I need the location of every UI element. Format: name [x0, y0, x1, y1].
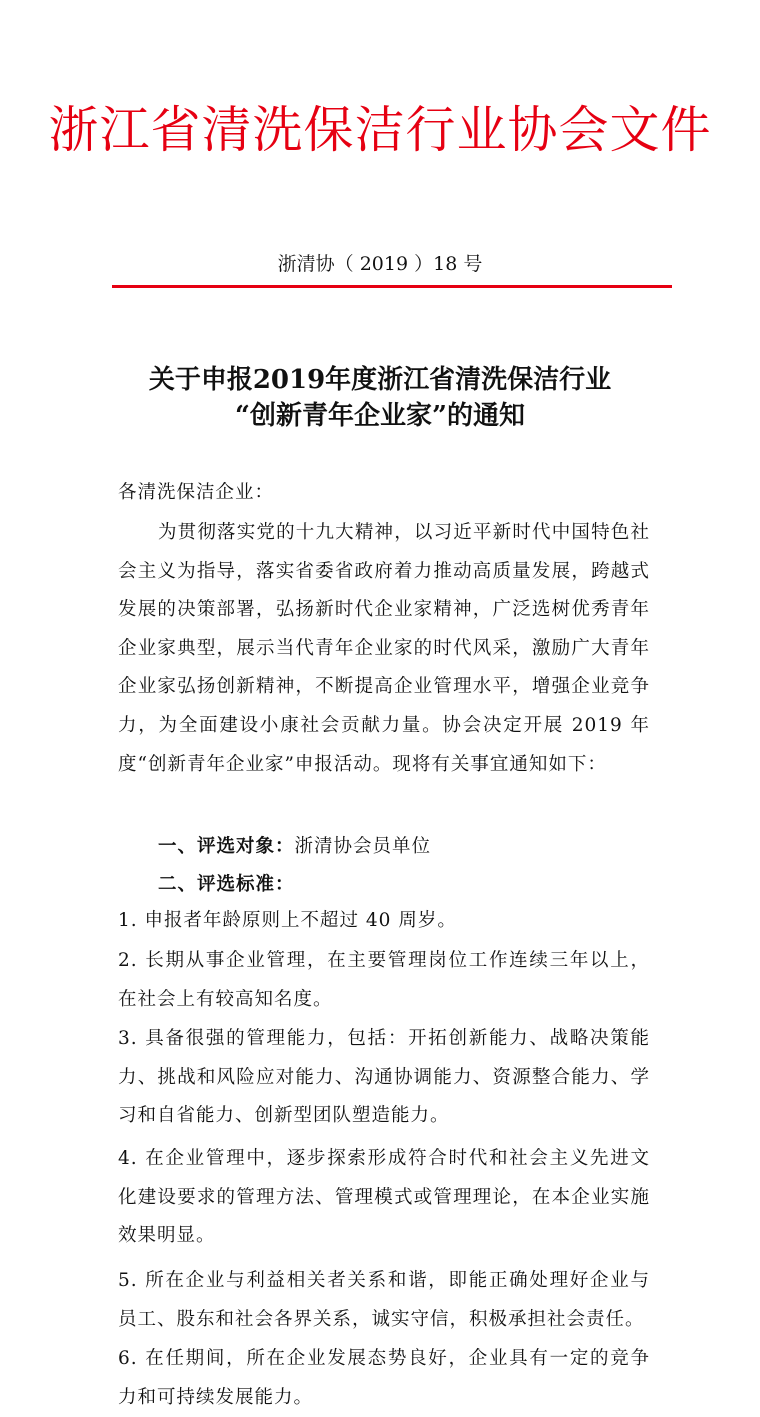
criterion-item: 5. 所在企业与利益相关者关系和谐，即能正确处理好企业与员工、股东和社会各界关系，诚实守信，积极承担社会责任。 [118, 1270, 650, 1330]
notice-title-line-1: 关于申报2019年度浙江省清洗保洁行业 [148, 365, 612, 395]
intro-paragraph: 为贯彻落实党的十九大精神，以习近平新时代中国特色社会主义为指导，落实省委省政府着力推动高质量发展，跨越式发展的决策部署，弘扬新时代企业家精神，广泛选树优秀青年企业家典型，展示当代青年企业家的时代风采，激励广大青年企业家弘扬创新精神，不断提高企业管理水平，增强企业竞争力，为全面建设小康社会贡献力量。协会决定开展 2019 年度“创新青年企业家”申报活动。现将有关事宜通知如下： [118, 522, 650, 775]
criterion-item: 6. 在任期间，所在企业发展态势良好，企业具有一定的竞争力和可持续发展能力。 [118, 1348, 650, 1408]
section-two-heading [158, 870, 295, 900]
document-header-title: 浙江省清洗保洁行业协会文件 [48, 101, 712, 159]
section-one-label: 一、评选对象： [158, 836, 295, 857]
notice-title-line-2: “创新青年企业家”的通知 [235, 401, 525, 431]
criterion-item: 4. 在企业管理中，逐步探索形成符合时代和社会主义先进文化建设要求的管理方法、管理模式或管理理论，在本企业实施效果明显。 [118, 1148, 650, 1247]
section-two-label: 二、评选标准： [158, 874, 295, 895]
red-divider-line [112, 285, 672, 288]
section-one-value: 浙清协会员单位 [294, 836, 432, 857]
section-one-heading [158, 832, 431, 862]
criterion-item: 1. 申报者年龄原则上不超过 40 周岁。 [118, 910, 457, 931]
document-number: 浙清协（ 2019 ）18 号 [277, 253, 483, 275]
criterion-item: 3. 具备很强的管理能力，包括：开拓创新能力、战略决策能力、挑战和风险应对能力、沟通协调能力、资源整合能力、学习和自省能力、创新型团队塑造能力。 [118, 1028, 650, 1127]
criterion-item: 2. 长期从事企业管理，在主要管理岗位工作连续三年以上，在社会上有较高知名度。 [118, 950, 650, 1010]
salutation: 各清洗保洁企业： [118, 482, 275, 503]
